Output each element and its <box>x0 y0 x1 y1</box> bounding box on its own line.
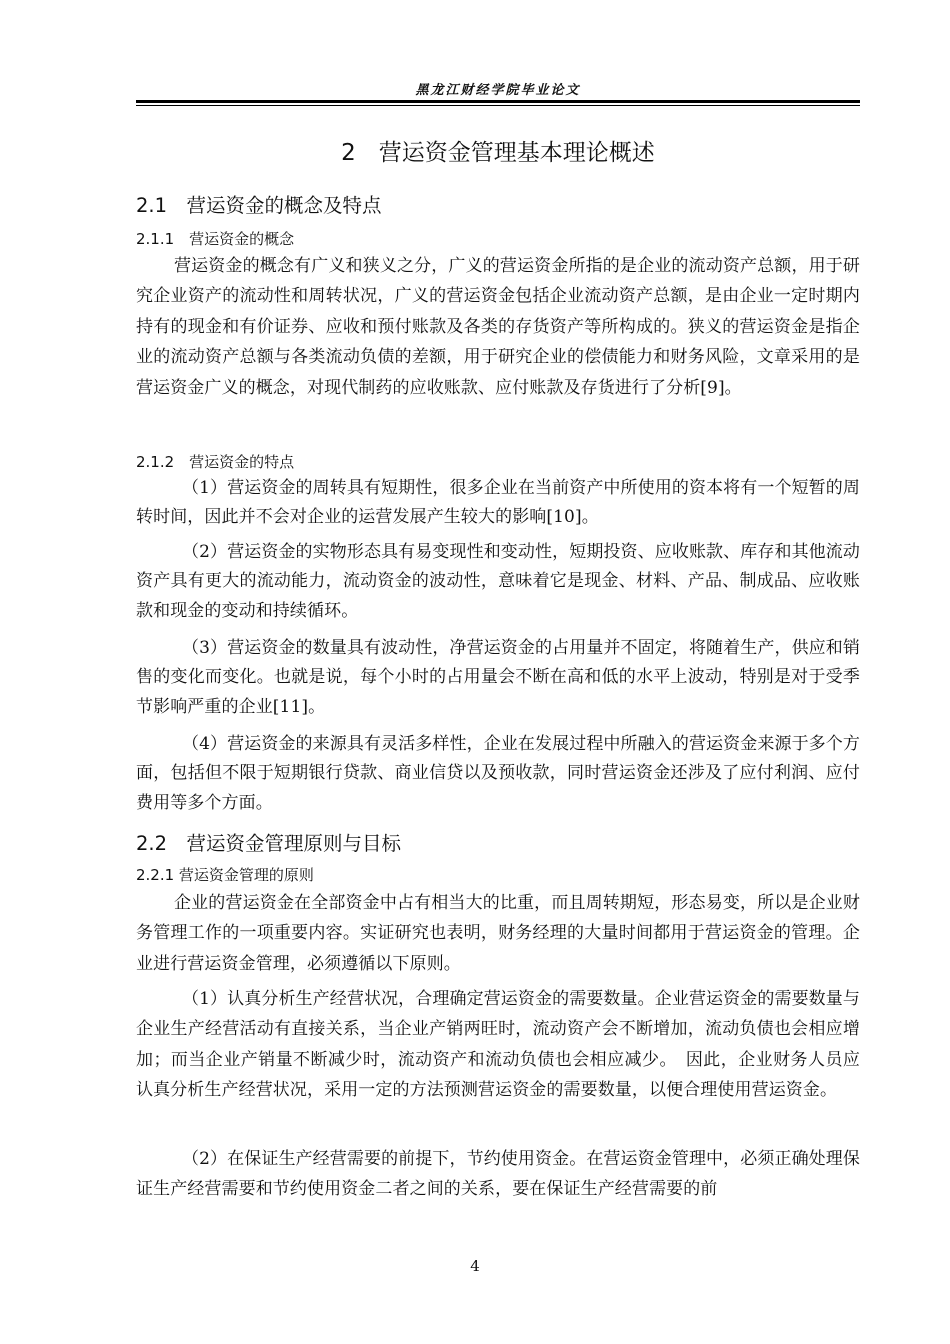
paragraph-feature-1: （1）营运资金的周转具有短期性，很多企业在当前资产中所使用的资本将有一个短暂的周转时间，因此并不会对企业的运营发展产生较大的影响[10]。 <box>136 478 860 528</box>
section-heading-2-2: 2.2 营运资金管理原则与目标 <box>136 832 402 855</box>
page-number: 4 <box>470 1257 480 1275</box>
subsection-heading-2-1-2: 2.1.2 营运资金的特点 <box>136 453 295 471</box>
paragraph-concept: 营运资金的概念有广义和狭义之分，广义的营运资金所指的是企业的流动资产总额，用于研究企业资产的流动性和周转状况，广义的营运资金包括企业流动资产总额，是由企业一定时期内持有的现金和有价证券、应收和预付账款及各类的存货资产等所构成的。狭义的营运资金是指企业的流动资产总额与各类流动负债的差额，用于研究企业的偿债能力和财务风险，文章采用的是营运资金广义的概念，对现代制药的应收账款、应付账款及存货进行了分析[9]。 <box>136 256 860 398</box>
chapter-title: 2 营运资金管理基本理论概述 <box>341 140 655 166</box>
header-rule-thick <box>136 100 860 103</box>
paragraph-rule-1: （1）认真分析生产经营状况，合理确定营运资金的需要数量。企业营运资金的需要数量与企业生产经营活动有直接关系，当企业产销两旺时，流动资产会不断增加，流动负债也会相应增加；而当企业产销量不断减少时，流动资产和流动负债也会相应减少。 因此，企业财务人员应认真分析生产经营状况，采用一定的方法预测营运资金的需要数量，以便合理使用营运资金。 <box>136 989 860 1101</box>
running-header: 黑龙江财经学院毕业论文 <box>415 83 581 98</box>
subsection-heading-2-1-1: 2.1.1 营运资金的概念 <box>136 230 295 248</box>
paragraph-feature-4: （4）营运资金的来源具有灵活多样性，企业在发展过程中所融入的营运资金来源于多个方面，包括但不限于短期银行贷款、商业信贷以及预收款，同时营运资金还涉及了应付利润、应付费用等多个方面。 <box>136 734 860 813</box>
subsection-heading-2-2-1: 2.2.1 营运资金管理的原则 <box>136 866 314 884</box>
paragraph-feature-2: （2）营运资金的实物形态具有易变现性和变动性，短期投资、应收账款、库存和其他流动资产具有更大的流动能力，流动资金的波动性，意味着它是现金、材料、产品、制成品、应收账款和现金的变动和持续循环。 <box>136 542 860 621</box>
paragraph-principle: 企业的营运资金在全部资金中占有相当大的比重，而且周转期短，形态易变，所以是企业财务管理工作的一项重要内容。实证研究也表明，财务经理的大量时间都用于营运资金的管理。企业进行营运资金管理，必须遵循以下原则。 <box>136 893 860 974</box>
paragraph-rule-2: （2）在保证生产经营需要的前提下，节约使用资金。在营运资金管理中，必须正确处理保证生产经营需要和节约使用资金二者之间的关系，要在保证生产经营需要的前 <box>136 1149 860 1200</box>
paragraph-feature-3: （3）营运资金的数量具有波动性，净营运资金的占用量并不固定，将随着生产，供应和销售的变化而变化。也就是说，每个小时的占用量会不断在高和低的水平上波动，特别是对于受季节影响严重的企业[11]。 <box>136 638 860 717</box>
section-heading-2-1: 2.1 营运资金的概念及特点 <box>136 194 382 217</box>
header-rule-thin <box>136 105 860 106</box>
